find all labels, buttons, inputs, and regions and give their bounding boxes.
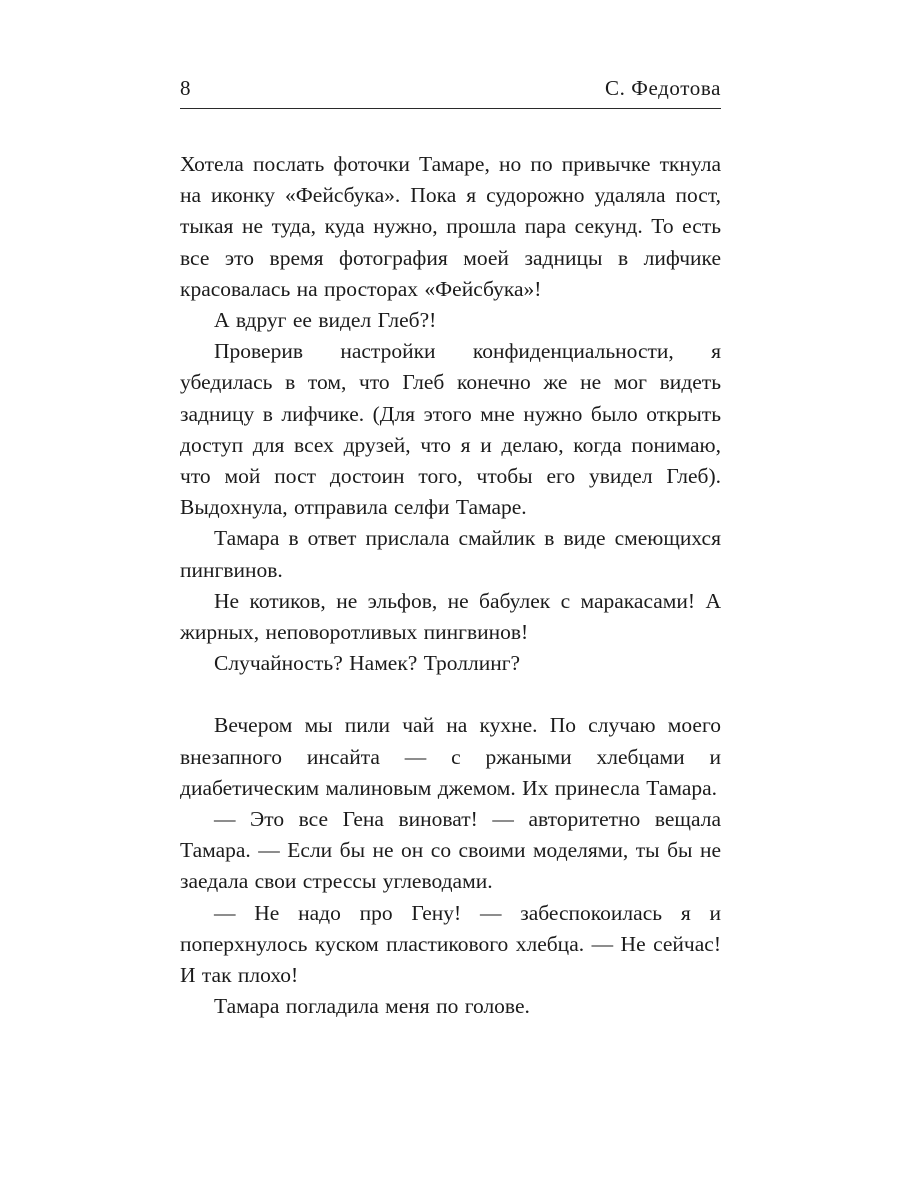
paragraph: Тамара погладила меня по голове. xyxy=(214,994,530,1019)
paragraph: А вдруг ее видел Глеб?! xyxy=(214,308,437,333)
header-rule xyxy=(180,108,721,109)
header-author: С. Федотова xyxy=(604,76,721,100)
paragraph: Хотела послать фоточки Тамаре, но по привычке ткнула на иконку «Фейсбука». Пока я судорожно удаляла пост, тыкая не туда, куда нужно, прошла пара секунд. То есть все это время фотография моей задницы в лифчике красовалась на просторах «Фейсбука»! xyxy=(180,152,721,301)
page-number: 8 xyxy=(180,76,192,100)
paragraph: Не котиков, не эльфов, не бабулек с маракасами! А жирных, неповоротливых пингвинов! xyxy=(180,588,721,645)
book-page xyxy=(180,76,721,1022)
paragraph: — Не надо про Гену! — забеспокоилась я и поперхнулось куском пластикового хлебца. — Не сейчас! И так плохо! xyxy=(180,900,721,988)
page-header xyxy=(180,76,721,108)
paragraph: — Это все Гена виноват! — авторитетно вещала Тамара. — Если бы не он со своими моделями, ты бы не заедала свои стрессы углеводами. xyxy=(180,807,721,894)
paragraph: Вечером мы пили чай на кухне. По случаю моего внезапного инсайта — с ржаными хлебцами и диабетическим малиновым джемом. Их принесла Тамара. xyxy=(180,713,721,800)
paragraph: Случайность? Намек? Троллинг? xyxy=(214,651,521,676)
paragraph: Проверив настройки конфиденциальности, я убедилась в том, что Глеб конечно же не мог видеть задницу в лифчике. (Для этого мне нужно было открыть доступ для всех друзей, что я и делаю, когда понимаю, что мой пост достоин того, чтобы его увидел Глеб). Выдохнула, отправила селфи Тамаре. xyxy=(180,339,721,520)
paragraph: Тамара в ответ прислала смайлик в виде смеющихся пингвинов. xyxy=(180,526,721,582)
page-body xyxy=(180,149,721,1022)
